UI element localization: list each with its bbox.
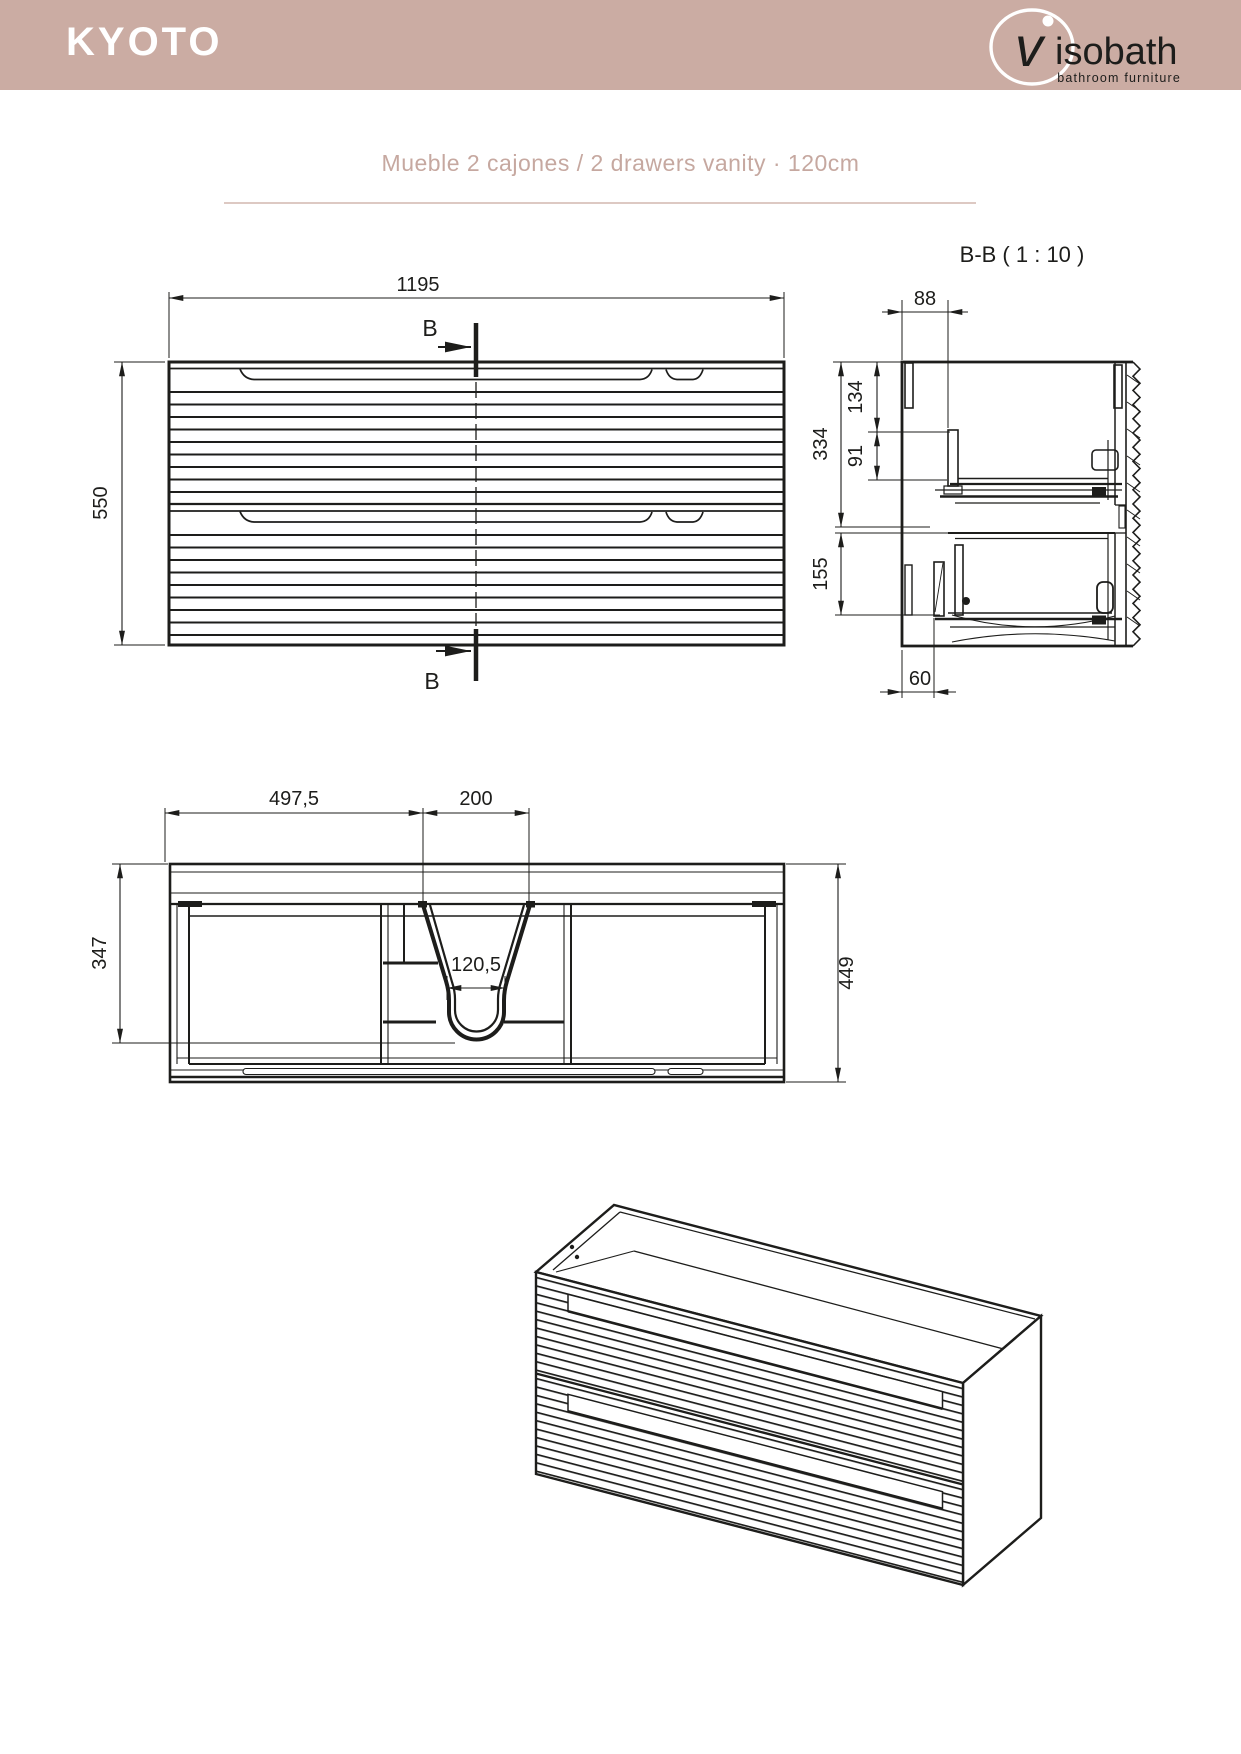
logo-tagline: bathroom furniture xyxy=(1057,71,1181,85)
section-view xyxy=(810,242,1140,698)
svg-text:550: 550 xyxy=(90,486,112,520)
svg-text:200: 200 xyxy=(459,788,493,810)
dim-back-offset-88 xyxy=(882,288,968,428)
svg-text:120,5: 120,5 xyxy=(450,954,502,976)
fluted-front-section-zigzag xyxy=(1133,362,1140,646)
logo-name: isobath xyxy=(1055,31,1178,73)
svg-text:1195: 1195 xyxy=(396,274,440,296)
plan-view xyxy=(89,788,858,1082)
back-rail xyxy=(905,363,913,408)
dim-total-depth-449 xyxy=(786,864,858,1082)
svg-text:134: 134 xyxy=(845,380,867,414)
svg-text:449: 449 xyxy=(836,956,858,990)
product-title: KYOTO xyxy=(66,20,223,64)
dim-basin-left-497 xyxy=(165,788,423,903)
section-title: B-B ( 1 : 10 ) xyxy=(959,242,1085,267)
dim-upper-334 xyxy=(810,362,930,527)
dim-inner-depth-347 xyxy=(89,864,455,1043)
fluting-upper-drawer xyxy=(170,385,783,502)
svg-text:88: 88 xyxy=(913,288,937,310)
perspective-view xyxy=(536,1205,1041,1585)
siphon-compartment xyxy=(381,901,571,1064)
svg-text:B: B xyxy=(422,315,438,341)
front-view xyxy=(90,274,784,694)
logo-mark: v xyxy=(1015,15,1043,78)
dim-gap-91 xyxy=(845,432,947,480)
svg-text:334: 334 xyxy=(810,427,832,461)
dim-toprail-134 xyxy=(845,362,950,432)
drawing-subtitle: Mueble 2 cajones / 2 drawers vanity · 120cm xyxy=(381,150,860,176)
dim-basin-center-200 xyxy=(423,788,529,903)
svg-text:347: 347 xyxy=(89,936,111,970)
upper-drawer-section xyxy=(935,430,1122,503)
dim-lower-155 xyxy=(810,533,950,615)
svg-text:91: 91 xyxy=(845,444,867,468)
svg-text:60: 60 xyxy=(908,668,932,690)
dim-bottom-60 xyxy=(880,618,956,698)
lower-drawer-section xyxy=(905,533,1122,642)
svg-text:155: 155 xyxy=(810,557,832,591)
svg-text:B: B xyxy=(424,668,440,694)
svg-text:497,5: 497,5 xyxy=(268,788,320,810)
dim-height-550 xyxy=(90,362,165,645)
